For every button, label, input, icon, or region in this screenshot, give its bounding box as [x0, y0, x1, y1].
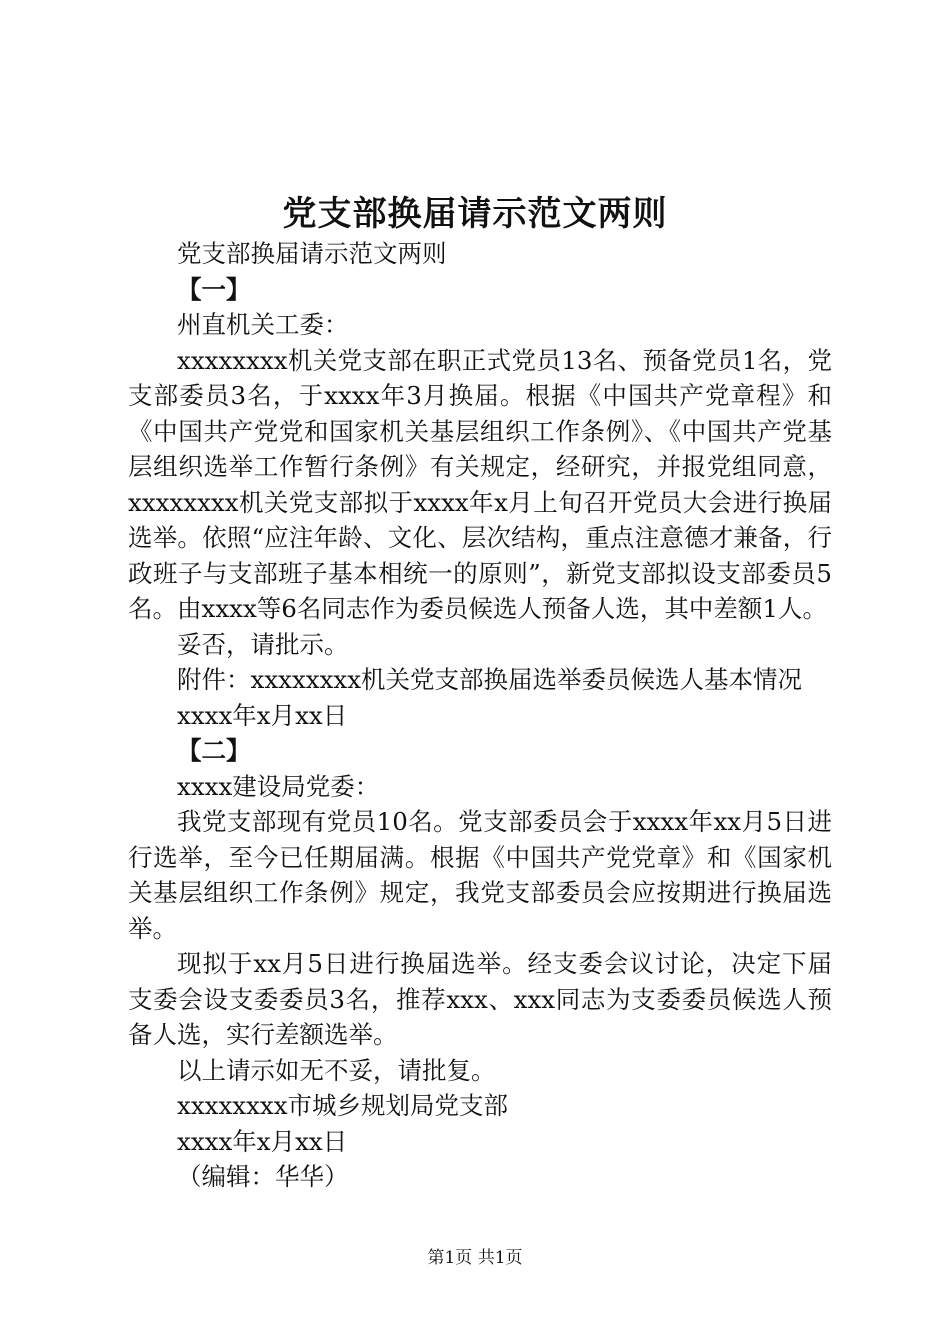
section-heading-1: 【一】 — [177, 274, 251, 304]
subtitle-line: 党支部换届请示范文两则 — [177, 239, 447, 268]
addressee-1: 州直机关工委： — [177, 310, 349, 339]
document-title: 党支部换届请示范文两则 — [282, 194, 668, 234]
addressee-2: xxxx建设局党委： — [177, 771, 380, 801]
date-line: xxxx年x月xx日 — [177, 1126, 348, 1156]
body-paragraph: 我党支部现有党员10名。党支部委员会于xxxx年xx月5日进行选举，至今已任期届满。根据《中国共产党党章》和《国家机关基层组织工作条例》规定，我党支部委员会应按期进行换届选举。 — [128, 807, 832, 943]
page-footer: 第1页 共1页 — [427, 1248, 523, 1268]
date-line: xxxx年x月xx日 — [177, 700, 348, 730]
body-paragraph: 妥否，请批示。 — [177, 629, 349, 659]
body-paragraph: xxxxxxxx机关党支部在职正式党员13名、预备党员1名，党支部委员3名，于xxxx年3月换届。根据《中国共产党章程》和《中国共产党党和国家机关基层组织工作条例》、《中国共产党基层组织选举工作暂行条例》有关规定，经研究，并报党组同意，xxxxxxxx机关党支部拟于xxxx年x月上旬召开党员大会进行换届选举。依照“应注年龄、文化、层次结构，重点注意德才兼备，行政班子与支部班子基本相统一的原则”，新党支部拟设支部委员5名。由xxxx等6名同志作为委员候选人预备人选，其中差额1人。 — [128, 345, 832, 623]
signature-line: xxxxxxxx市城乡规划局党支部 — [177, 1091, 509, 1120]
attachment-line: 附件：xxxxxxxx机关党支部换届选举委员候选人基本情况 — [177, 665, 803, 694]
editor-line: （编辑：华华） — [177, 1162, 349, 1191]
section-heading-2: 【二】 — [177, 736, 251, 765]
body-paragraph: 以上请示如无不妥，请批复。 — [177, 1055, 496, 1085]
document-body — [128, 236, 832, 1195]
body-paragraph: 现拟于xx月5日进行换届选举。经支委会议讨论，决定下届支委会设支委委员3名，推荐xxx、xxx同志为支委委员候选人预备人选，实行差额选举。 — [128, 949, 832, 1049]
